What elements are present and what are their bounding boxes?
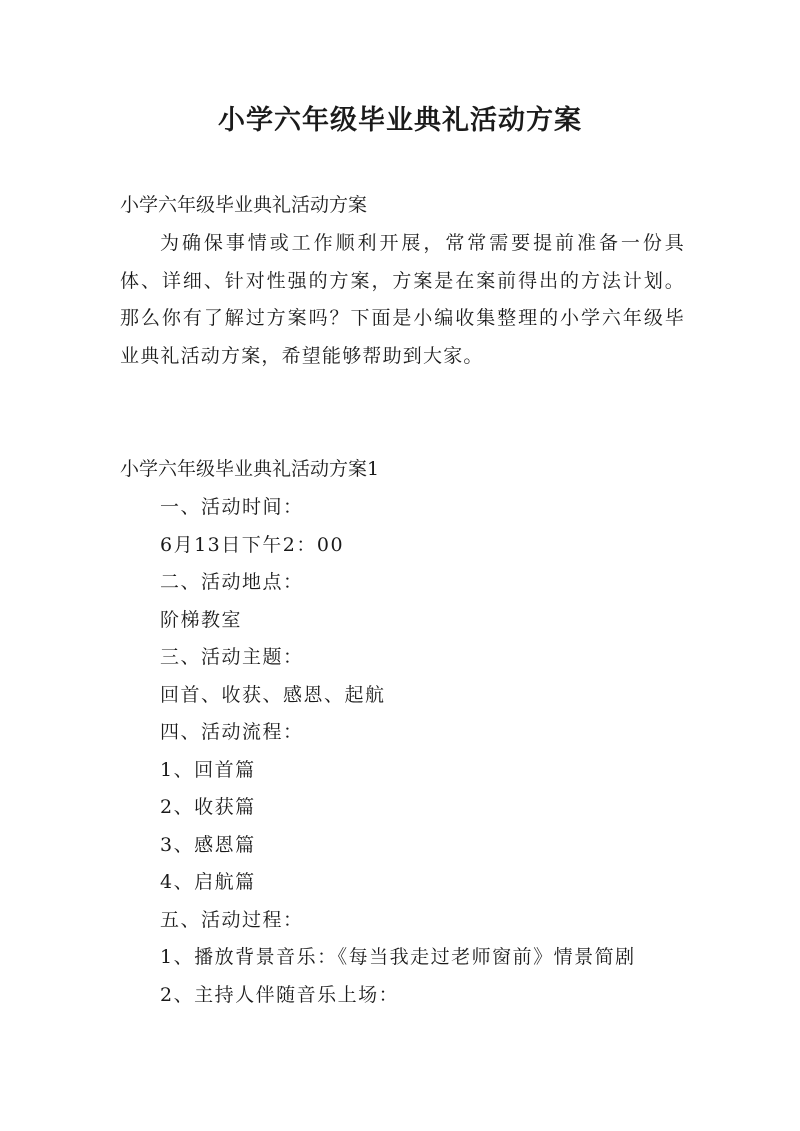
content-line: 3、感恩篇 <box>160 833 256 856</box>
content-line: 1、播放背景音乐：《每当我走过老师窗前》情景简剧 <box>160 946 636 968</box>
content-line: 4、启航篇 <box>160 871 256 893</box>
content-line: 二、活动地点： <box>160 571 304 593</box>
section-title: 小学六年级毕业典礼活动方案1 <box>120 458 380 480</box>
intro-paragraph: 为确保事情或工作顺利开展，常常需要提前准备一份具体、详细、针对性强的方案，方案是在案前得出的方法计划。那么你有了解过方案吗？下面是小编收集整理的小学六年级毕业典礼活动方案，希望能够帮助到大家。 <box>120 232 685 367</box>
content-line: 一、活动时间： <box>160 496 304 518</box>
content-line: 1、回首篇 <box>160 758 256 781</box>
content-line: 2、主持人伴随音乐上场： <box>160 983 400 1006</box>
content-line: 五、活动过程： <box>160 908 304 931</box>
document-title: 小学六年级毕业典礼活动方案 <box>218 105 582 136</box>
content-line: 阶梯教室 <box>160 608 243 631</box>
content-lines <box>160 489 720 1014</box>
content-line: 6月13日下午2：00 <box>160 533 345 556</box>
content-line: 2、收获篇 <box>160 796 256 818</box>
document-subtitle: 小学六年级毕业典礼活动方案 <box>120 194 368 216</box>
content-line: 回首、收获、感恩、起航 <box>160 683 386 706</box>
content-line: 四、活动流程： <box>160 721 304 743</box>
content-line: 三、活动主题： <box>160 646 304 668</box>
